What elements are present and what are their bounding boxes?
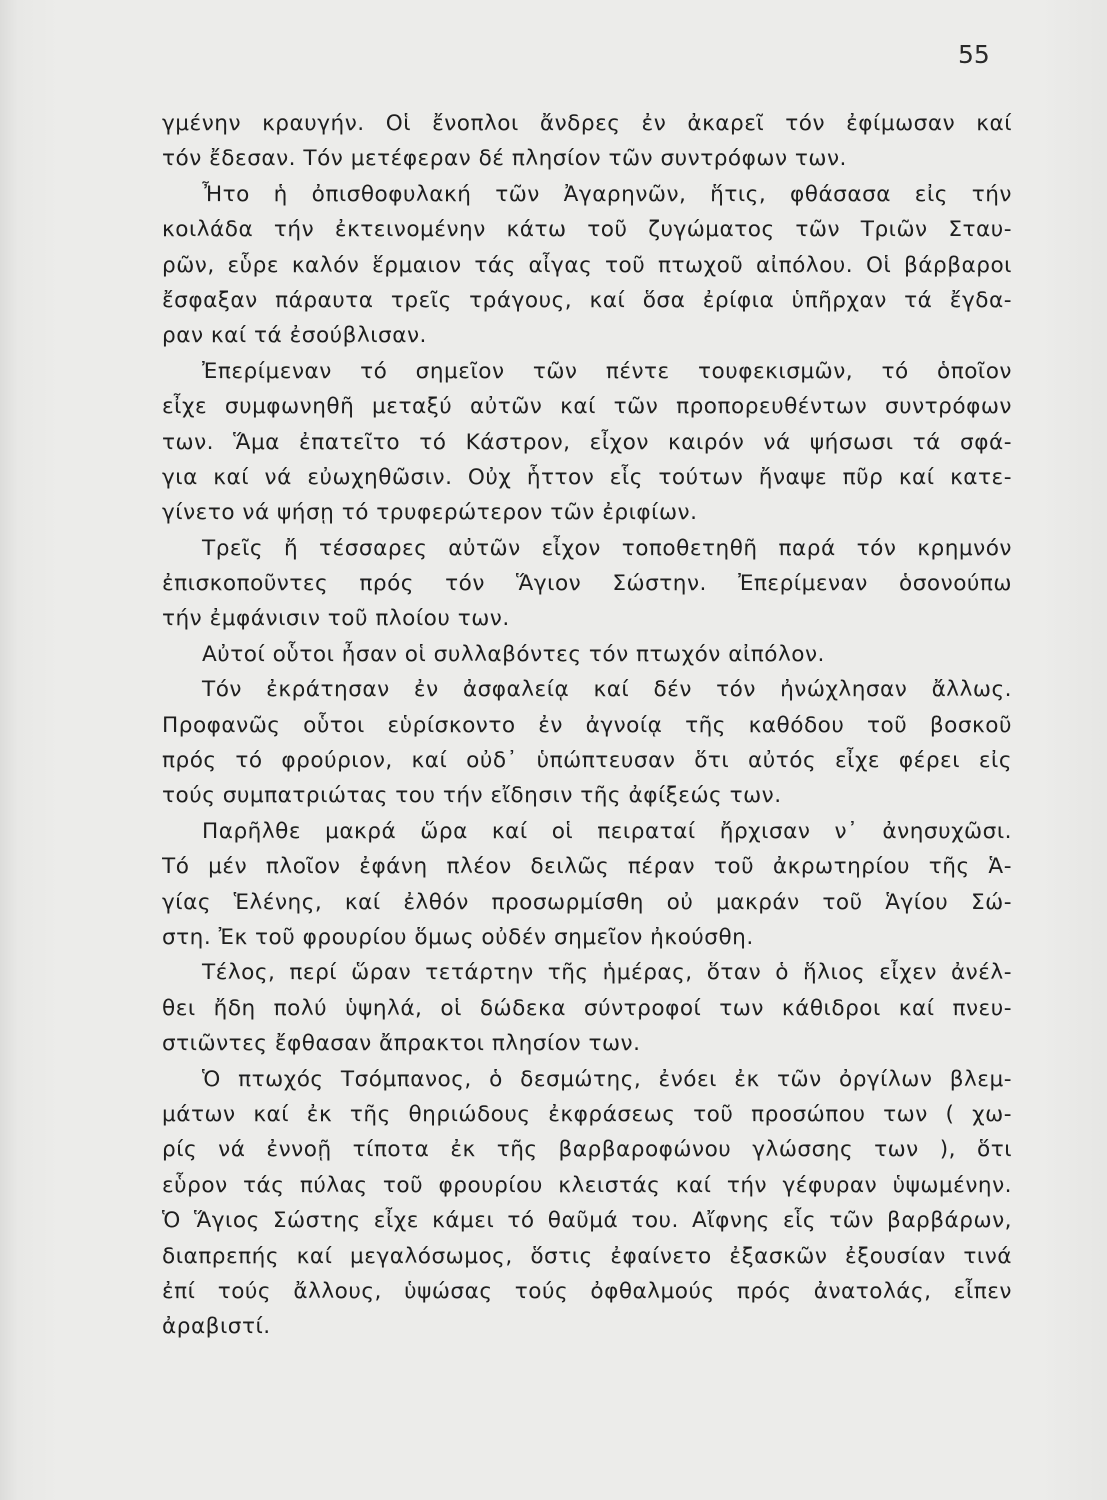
text-line: ρῶν, εὗρε καλόν ἕρμαιον τάς αἶγας τοῦ πτωχοῦ αἰπόλου. Οἱ βάρβαροι xyxy=(162,252,1012,278)
text-line: μάτων καί ἐκ τῆς θηριώδους ἐκφράσεως τοῦ προσώπου των ( χω- xyxy=(162,1101,1012,1127)
text-line: εἶχε συμφωνηθῆ μεταξύ αὐτῶν καί τῶν προπορευθέντων συντρόφων xyxy=(162,394,1012,420)
text-line: Ἦτο ἡ ὀπισθοφυλακή τῶν Ἀγαρηνῶν, ἥτις, φθάσασα εἰς τήν xyxy=(202,181,1012,207)
text-line: ἔσφαξαν πάραυτα τρεῖς τράγους, καί ὅσα ἐρίφια ὑπῆρχαν τά ἔγδα- xyxy=(162,287,1012,313)
text-line: ἐπισκοποῦντες πρός τόν Ἅγιον Σώστην. Ἐπερίμεναν ὁσονούπω xyxy=(162,571,1012,597)
page-number: 55 xyxy=(958,40,990,69)
text-line: τήν ἐμφάνισιν τοῦ πλοίου των. xyxy=(162,606,510,632)
text-line: Τέλος, περί ὥραν τετάρτην τῆς ἡμέρας, ὅταν ὁ ἥλιος εἶχεν ἀνέλ- xyxy=(202,960,1012,986)
text-line: τούς συμπατριώτας του τήν εἴδησιν τῆς ἀφίξεώς των. xyxy=(162,783,782,809)
text-line: για καί νά εὐωχηθῶσιν. Οὐχ ἧττον εἷς τούτων ἤναψε πῦρ καί κατε- xyxy=(162,464,1012,490)
text-line: στιῶντες ἔφθασαν ἄπρακτοι πλησίον των. xyxy=(162,1031,641,1057)
text-line: κοιλάδα τήν ἐκτεινομένην κάτω τοῦ ζυγώματος τῶν Τριῶν Σταυ- xyxy=(162,217,1012,243)
text-line: τόν ἔδεσαν. Τόν μετέφεραν δέ πλησίον τῶν συντρόφων των. xyxy=(162,146,847,172)
text-line: διαπρεπής καί μεγαλόσωμος, ὅστις ἐφαίνετο ἐξασκῶν ἐξουσίαν τινά xyxy=(162,1243,1012,1269)
text-line: γίνετο νά ψήσῃ τό τρυφερώτερον τῶν ἐριφίων. xyxy=(162,500,698,526)
text-line: Τρεῖς ἤ τέσσαρες αὐτῶν εἶχον τοποθετηθῆ παρά τόν κρημνόν xyxy=(202,535,1012,561)
text-line: Προφανῶς οὗτοι εὑρίσκοντο ἐν ἀγνοίᾳ τῆς καθόδου τοῦ βοσκοῦ xyxy=(162,712,1012,738)
text-line: Παρῆλθε μακρά ὥρα καί οἱ πειραταί ἤρχισαν ν᾽ ἀνησυχῶσι. xyxy=(202,818,1012,844)
text-line: εὗρον τάς πύλας τοῦ φρουρίου κλειστάς καί τήν γέφυραν ὑψωμένην. xyxy=(162,1172,1012,1198)
text-line: Ὁ Ἅγιος Σώστης εἶχε κάμει τό θαῦμά του. Αἴφνης εἷς τῶν βαρβάρων, xyxy=(162,1208,1012,1234)
text-line: Ὁ πτωχός Τσόμπανος, ὁ δεσμώτης, ἐνόει ἐκ τῶν ὀργίλων βλεμ- xyxy=(202,1066,1012,1092)
text-line: Ἐπερίμεναν τό σημεῖον τῶν πέντε τουφεκισμῶν, τό ὁποῖον xyxy=(202,358,1012,384)
text-line: Τόν ἐκράτησαν ἐν ἀσφαλείᾳ καί δέν τόν ἠνώχλησαν ἄλλως. xyxy=(202,677,1012,703)
text-line: στη. Ἐκ τοῦ φρουρίου ὅμως οὐδέν σημεῖον ἠκούσθη. xyxy=(162,924,754,950)
text-line: ραν καί τά ἐσούβλισαν. xyxy=(162,323,427,349)
text-line: θει ἤδη πολύ ὑψηλά, οἱ δώδεκα σύντροφοί των κάθιδροι καί πνευ- xyxy=(162,995,1012,1021)
text-line: Αὐτοί οὗτοι ἦσαν οἱ συλλαβόντες τόν πτωχόν αἰπόλον. xyxy=(202,641,825,667)
text-line: ρίς νά ἐννοῇ τίποτα ἐκ τῆς βαρβαροφώνου γλώσσης των ), ὅτι xyxy=(162,1137,1012,1163)
text-line: ἐπί τούς ἄλλους, ὑψώσας τούς ὀφθαλμούς πρός ἀνατολάς, εἶπεν xyxy=(162,1278,1012,1304)
text-line: των. Ἅμα ἐπατεῖτο τό Κάστρον, εἶχον καιρόν νά ψήσωσι τά σφά- xyxy=(162,429,1012,455)
text-line: γίας Ἑλένης, καί ἐλθόν προσωρμίσθη οὐ μακράν τοῦ Ἁγίου Σώ- xyxy=(162,889,1012,915)
text-line: Τό μέν πλοῖον ἐφάνη πλέον δειλῶς πέραν τοῦ ἀκρωτηρίου τῆς Ἁ- xyxy=(162,854,1012,880)
text-line: ἀραβιστί. xyxy=(162,1314,271,1340)
body-text xyxy=(162,106,1012,1345)
text-line: γμένην κραυγήν. Οἱ ἔνοπλοι ἄνδρες ἐν ἀκαρεῖ τόν ἐφίμωσαν καί xyxy=(162,111,1012,136)
text-line: πρός τό φρούριον, καί οὐδ᾽ ὑπώπτευσαν ὅτι αὐτός εἶχε φέρει εἰς xyxy=(162,748,1012,774)
